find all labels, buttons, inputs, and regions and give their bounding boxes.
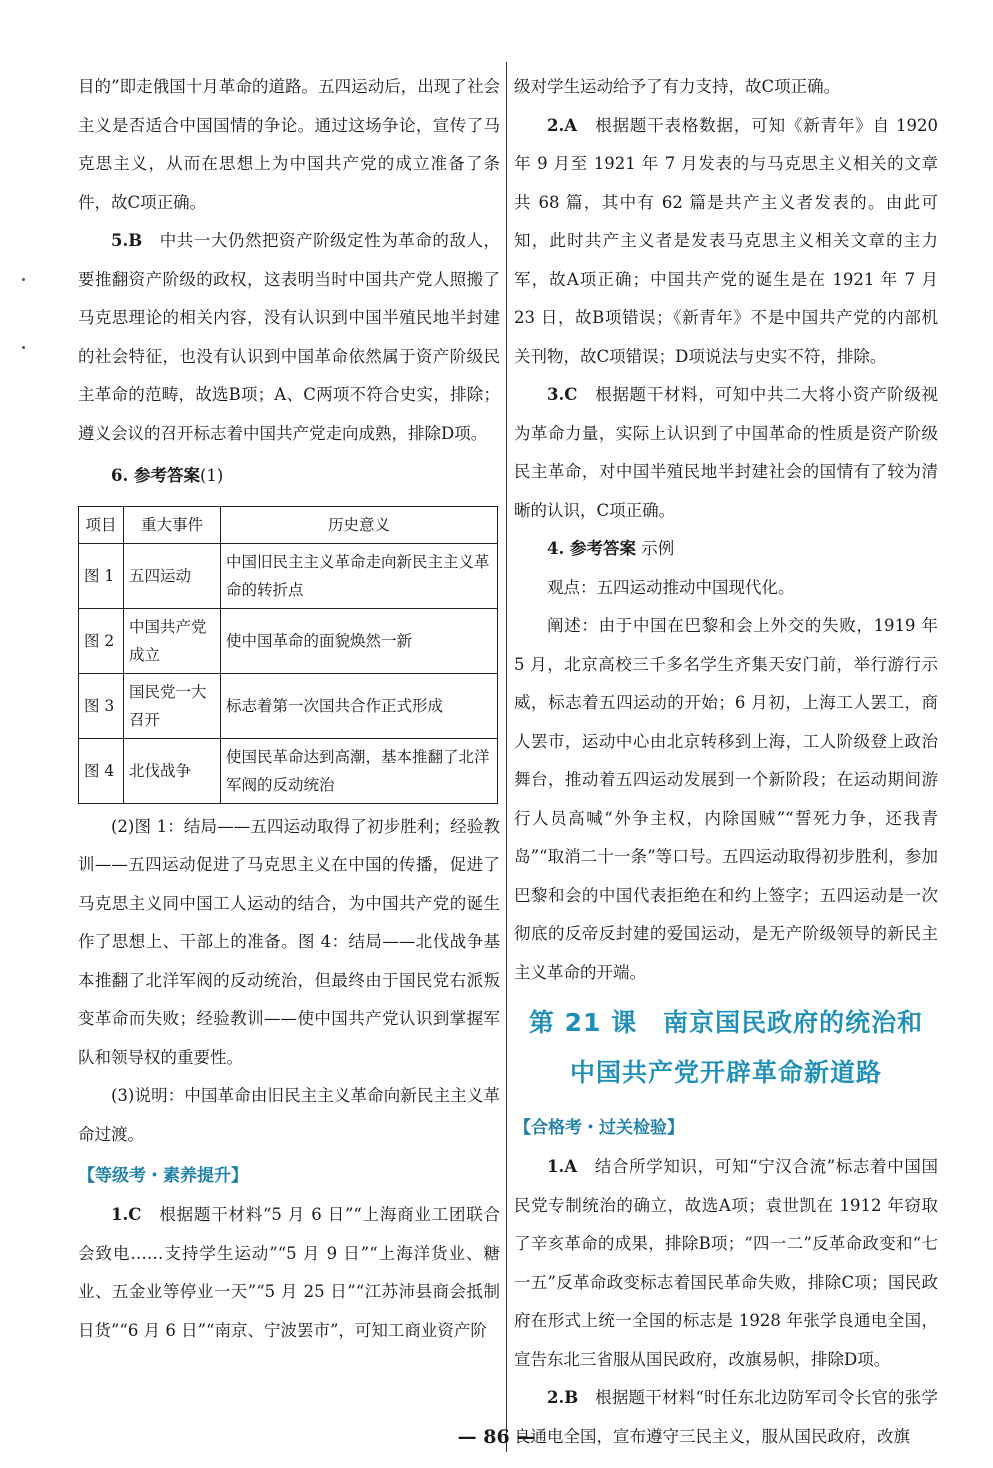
table-header: 历史意义 [221, 506, 498, 543]
answer-1 [514, 1148, 938, 1379]
table-cell: 图 2 [79, 608, 124, 673]
answer-number: 3.C [547, 385, 578, 404]
answer-5 [78, 222, 500, 453]
table-header: 项目 [79, 506, 124, 543]
margin-dot [22, 346, 25, 349]
answer-number: 1.A [547, 1157, 578, 1176]
table-cell: 使国民革命达到高潮，基本推翻了北洋军阀的反动统治 [221, 738, 498, 803]
paragraph: 级对学生运动给予了有力支持，故C项正确。 [514, 77, 841, 96]
answer-title: 4. 参考答案 [547, 539, 636, 558]
answer-text: 根据题干表格数据，可知《新青年》自 1920 年 9 月至 1921 年 7 月发表的与马克思主义相关的文章共 68 篇，其中有 62 篇是共产主义者发表的。由此可知，此时共产主义者是发表马克思主义相关文章的主力军，故A项正确；中国共产党的诞生是在 1921 年 7 月 23 日，故B项错误；《新青年》不是中国共产党的内部机关刊物，故C项错误；D项说法与史实不符，排除。 [514, 115, 938, 366]
table-header-row [79, 506, 498, 543]
table-cell: 五四运动 [124, 543, 221, 608]
margin-dot [22, 278, 25, 281]
paragraph: 目的”即走俄国十月革命的道路。五四运动后，出现了社会主义是否适合中国国情的争论。通过这场争论，宣传了马克思主义，从而在思想上为中国共产党的成立准备了条件，故C项正确。 [78, 77, 500, 212]
answer-table [78, 506, 498, 804]
table-cell: 北伐战争 [124, 738, 221, 803]
answer-6-heading [78, 457, 500, 496]
page-number: — 86 — [457, 1426, 536, 1448]
table-row [79, 673, 498, 738]
left-column [78, 68, 500, 1350]
answer-4-desc: 阐述：由于中国在巴黎和会上外交的失败，1919 年 5 月，北京高校三千多名学生齐集天安门前，举行游行示威，标志着五四运动的开始；6 月初，上海工人罢工，商人罢市，运动中心由北京转移到上海，工人阶级登上政治舞台，推动着五四运动发展到一个新阶段；在运动期间游行人员高喊“外争主权，内除国贼”“誓死力争，还我青岛”“取消二十一条”等口号。五四运动取得初步胜利，参加巴黎和会的中国代表拒绝在和约上签字；五四运动是一次彻底的反帝反封建的爱国运动，是无产阶级领导的新民主主义革命的开端。 [514, 616, 938, 982]
answer-2 [514, 107, 938, 377]
answer-4-view: 观点：五四运动推动中国现代化。 [547, 577, 795, 597]
answer-sub: 示例 [635, 539, 675, 558]
answer-4-heading [514, 530, 938, 569]
answer-6-2: (2)图 1：结局——五四运动取得了初步胜利；经验教训——五四运动促进了马克思主义在中国的传播，促进了马克思主义同中国工人运动的结合，为中国共产党的诞生作了思想上、干部上的准备。图 4：结局——北伐战争基本推翻了北洋军阀的反动统治，但最终由于国民党右派叛变革命而失败；经验教训——使中国共产党认识到掌握军队和领导权的重要性。 [78, 816, 500, 1067]
table-cell: 标志着第一次国共合作正式形成 [221, 673, 498, 738]
answer-text: 结合所学知识，可知“宁汉合流”标志着中国国民党专制统治的确立，故选A项；袁世凯在 1912 年窃取了辛亥革命的成果，排除B项；“四一二”反革命政变和“七一五”反革命政变标志着国民革命失败，排除C项；国民政府在形式上统一全国的标志是 1928 年张学良通电全国，宣告东北三省服从国民政府，改旗易帜，排除D项。 [514, 1157, 938, 1369]
answer-text: 根据题干材料“5 月 6 日”“上海商业工团联合会致电……支持学生运动”“5 月 9 日”“上海洋货业、糖业、五金业等停业一天”“5 月 25 日”“江苏沛县商会抵制日货”“6 月 6 日”“南京、宁波罢市”，可知工商业资产阶 [78, 1205, 500, 1340]
section-heading: 【等级考・素养提升】 [78, 1166, 248, 1186]
answer-text: 根据题干材料“时任东北边防军司令长官的张学良通电全国，宣布遵守三民主义，服从国民政府，改旗 [514, 1388, 938, 1446]
table-cell: 图 3 [79, 673, 124, 738]
table-cell: 使中国革命的面貌焕然一新 [221, 608, 498, 673]
table-header: 重大事件 [124, 506, 221, 543]
table-row [79, 543, 498, 608]
lesson-title-line2: 中国共产党开辟革命新道路 [569, 1058, 882, 1087]
table-cell: 中国旧民主主义革命走向新民主主义革命的转折点 [221, 543, 498, 608]
answer-3 [514, 376, 938, 530]
answer-number: 5.B [111, 231, 143, 250]
answer-number: 2.B [547, 1388, 579, 1407]
column-divider [506, 62, 507, 1452]
right-column [514, 68, 938, 1456]
answer-sub: (1) [199, 466, 224, 485]
table-row [79, 738, 498, 803]
answer-6-3: (3)说明：中国革命由旧民主主义革命向新民主主义革命过渡。 [78, 1086, 500, 1144]
answer-title: 6. 参考答案 [111, 466, 200, 485]
section-heading: 【合格考・过关检验】 [514, 1118, 684, 1138]
table-cell: 图 4 [79, 738, 124, 803]
answer-1 [78, 1196, 500, 1350]
answer-text: 中共一大仍然把资产阶级定性为革命的敌人，要推翻资产阶级的政权，这表明当时中国共产党人照搬了马克思理论的相关内容，没有认识到中国半殖民地半封建的社会特征，也没有认识到中国革命依然属于资产阶级民主革命的范畴，故选B项；A、C两项不符合史实，排除；遵义会议的召开标志着中国共产党走向成熟，排除D项。 [78, 231, 500, 443]
table-cell: 图 1 [79, 543, 124, 608]
table-row [79, 608, 498, 673]
answer-number: 2.A [547, 115, 578, 135]
lesson-title-line1: 第 21 课 南京国民政府的统治和 [528, 1008, 924, 1037]
answer-number: 1.C [111, 1205, 142, 1224]
answer-text: 根据题干材料，可知中共二大将小资产阶级视为革命力量，实际上认识到了中国革命的性质是资产阶级民主革命，对中国半殖民地半封建社会的国情有了较为清晰的认识，C项正确。 [514, 385, 938, 520]
table-cell: 中国共产党成立 [124, 608, 221, 673]
table-cell: 国民党一大召开 [124, 673, 221, 738]
